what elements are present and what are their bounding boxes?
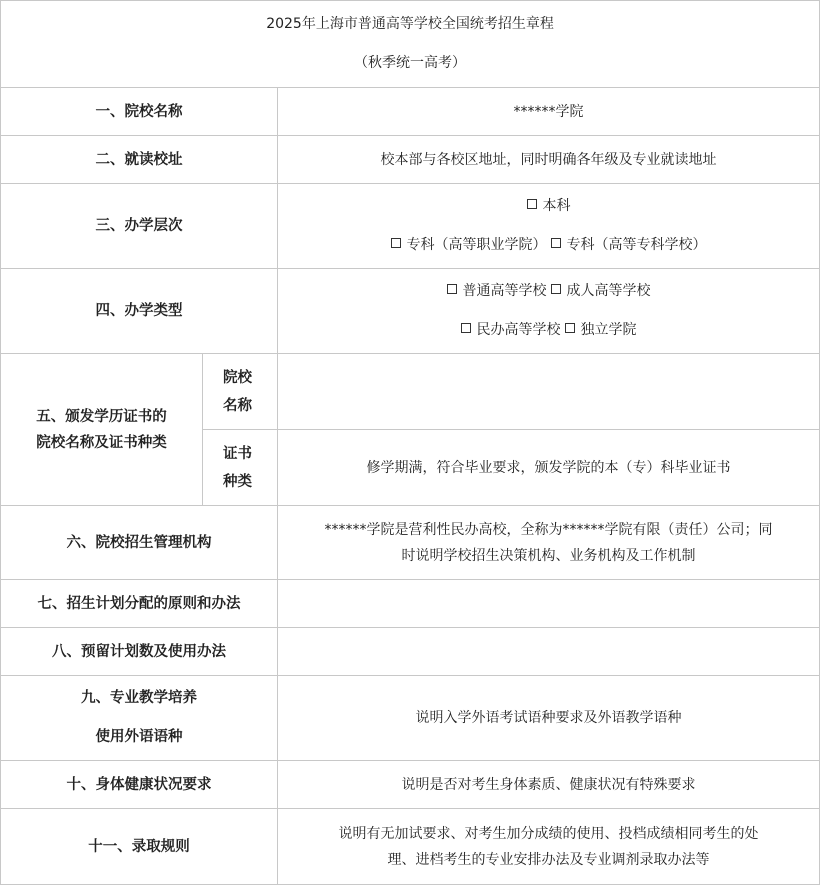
row-admission-rules	[1, 809, 820, 885]
checkbox-icon	[527, 199, 537, 209]
row-label: 三、办学层次	[1, 184, 278, 269]
row-value: ******学院是营利性民办高校，全称为******学院有限（责任）公司；同 时说明学校招生决策机构、业务机构及工作机制	[278, 506, 820, 580]
option-line	[284, 187, 813, 226]
row-value	[278, 354, 820, 430]
row-label: 六、院校招生管理机构	[1, 506, 278, 580]
document-subtitle: （秋季统一高考）	[354, 55, 467, 71]
row-education-level	[1, 184, 820, 269]
option-line	[284, 272, 813, 311]
checkbox-icon	[447, 284, 457, 294]
row-value: 说明是否对考生身体素质、健康状况有特殊要求	[278, 761, 820, 809]
row-health-requirements	[1, 761, 820, 809]
row-value	[278, 628, 820, 676]
header-row	[1, 1, 820, 88]
row-label: 四、办学类型	[1, 269, 278, 354]
row-value: 说明入学外语考试语种要求及外语教学语种	[278, 676, 820, 761]
sub-label: 证书 种类	[203, 430, 278, 506]
row-campus-address	[1, 136, 820, 184]
checkbox-icon	[551, 238, 561, 248]
row-label: 一、院校名称	[1, 88, 278, 136]
table-header	[1, 1, 820, 88]
row-school-type	[1, 269, 820, 354]
row-reserved-plan	[1, 628, 820, 676]
checkbox-icon	[391, 238, 401, 248]
option-line	[284, 311, 813, 350]
option-adult-college[interactable]: 成人高等学校	[551, 283, 651, 299]
option-junior-college[interactable]: 专科（高等专科学校）	[551, 237, 707, 253]
option-line	[284, 226, 813, 265]
row-value	[278, 580, 820, 628]
checkbox-icon	[461, 323, 471, 333]
row-label: 十一、录取规则	[1, 809, 278, 885]
option-vocational-college[interactable]: 专科（高等职业学院）	[391, 237, 547, 253]
row-school-name	[1, 88, 820, 136]
option-undergraduate[interactable]: 本科	[527, 198, 571, 214]
row-value	[278, 269, 820, 354]
row-certificate-school	[1, 354, 820, 430]
row-label: 七、招生计划分配的原则和办法	[1, 580, 278, 628]
option-regular-college[interactable]: 普通高等学校	[447, 283, 547, 299]
row-value	[278, 184, 820, 269]
row-value: 说明有无加试要求、对考生加分成绩的使用、投档成绩相同考生的处 理、进档考生的专业安排办法及专业调剂录取办法等	[278, 809, 820, 885]
row-value: 校本部与各校区地址，同时明确各年级及专业就读地址	[278, 136, 820, 184]
option-private-college[interactable]: 民办高等学校	[461, 322, 561, 338]
row-plan-allocation	[1, 580, 820, 628]
sub-label: 院校 名称	[203, 354, 278, 430]
checkbox-icon	[565, 323, 575, 333]
checkbox-icon	[551, 284, 561, 294]
row-label: 八、预留计划数及使用办法	[1, 628, 278, 676]
document-title: 2025年上海市普通高等学校全国统考招生章程	[266, 16, 554, 32]
option-independent-college[interactable]: 独立学院	[565, 322, 637, 338]
row-foreign-language	[1, 676, 820, 761]
row-label: 九、专业教学培养 使用外语语种	[1, 676, 278, 761]
row-value: ******学院	[278, 88, 820, 136]
row-value: 修学期满，符合毕业要求，颁发学院的本（专）科毕业证书	[278, 430, 820, 506]
row-admission-office	[1, 506, 820, 580]
row-label: 二、就读校址	[1, 136, 278, 184]
row-label: 五、颁发学历证书的 院校名称及证书种类	[1, 354, 203, 506]
row-label: 十、身体健康状况要求	[1, 761, 278, 809]
